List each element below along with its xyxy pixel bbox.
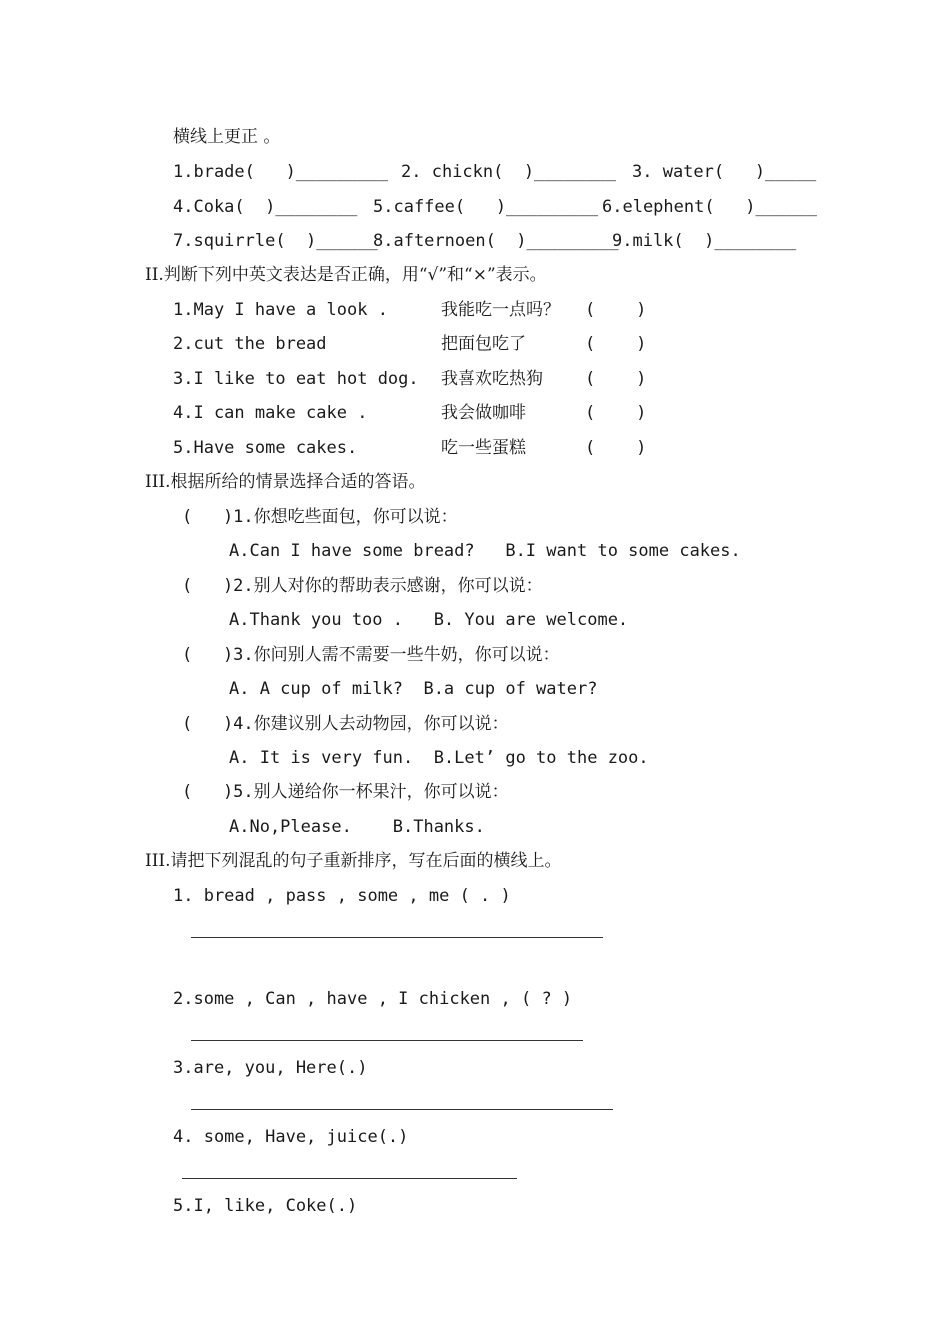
correction-item-7: 7.squirrle( )______	[173, 231, 378, 251]
judge-cn-1: 我能吃一点吗？	[441, 300, 560, 320]
correction-item-4: 4.Coka( )________	[173, 197, 358, 217]
choice-options-2: A.Thank you too . B. You are welcome.	[229, 610, 629, 630]
judge-mark-2[interactable]: ( )	[585, 334, 647, 354]
section-2-heading: II.判断下列中英文表达是否正确，用“√”和“×”表示。	[145, 265, 547, 285]
judge-cn-3: 我喜欢吃热狗	[441, 369, 543, 389]
choice-options-4: A. It is very fun. B.Let’ go to the zoo.	[229, 748, 649, 768]
judge-mark-3[interactable]: ( )	[585, 369, 647, 389]
reorder-item-5: 5.I, like, Coke(.)	[173, 1196, 358, 1216]
judge-mark-1[interactable]: ( )	[585, 300, 647, 320]
choice-options-3: A. A cup of milk? B.a cup of water?	[229, 679, 598, 699]
correction-item-5: 5.caffee( )_________	[373, 197, 599, 217]
judge-mark-4[interactable]: ( )	[585, 403, 647, 423]
choice-question-4: ( )4.你建议别人去动物园，你可以说：	[182, 714, 509, 734]
judge-cn-4: 我会做咖啡	[441, 403, 526, 423]
reorder-item-1: 1. bread , pass , some , me ( . )	[173, 886, 511, 906]
judge-en-5: 5.Have some cakes.	[173, 438, 358, 458]
choice-question-2: ( )2.别人对你的帮助表示感谢，你可以说：	[182, 576, 543, 596]
correction-item-2: 2. chickn( )________	[401, 162, 616, 182]
choice-question-3: ( )3.你问别人需不需要一些牛奶，你可以说：	[182, 645, 560, 665]
instruction-text: 横线上更正 。	[173, 127, 281, 147]
judge-mark-5[interactable]: ( )	[585, 438, 647, 458]
answer-line-2[interactable]	[191, 1040, 583, 1041]
choice-question-1: ( )1.你想吃些面包，你可以说：	[182, 507, 458, 527]
judge-en-1: 1.May I have a look .	[173, 300, 388, 320]
judge-en-3: 3.I like to eat hot dog.	[173, 369, 419, 389]
reorder-item-2: 2.some , Can , have , I chicken , ( ? )	[173, 989, 573, 1009]
reorder-item-4: 4. some, Have, juice(.)	[173, 1127, 409, 1147]
reorder-item-3: 3.are, you, Here(.)	[173, 1058, 368, 1078]
correction-item-9: 9.milk( )________	[612, 231, 797, 251]
choice-options-5: A.No,Please. B.Thanks.	[229, 817, 485, 837]
correction-item-3: 3. water( )_____	[632, 162, 817, 182]
judge-cn-5: 吃一些蛋糕	[441, 438, 526, 458]
correction-item-8: 8.afternoen( )_________	[373, 231, 619, 251]
choice-question-5: ( )5.别人递给你一杯果汁，你可以说：	[182, 782, 509, 802]
judge-en-4: 4.I can make cake .	[173, 403, 368, 423]
choice-options-1: A.Can I have some bread? B.I want to some cakes.	[229, 541, 741, 561]
correction-item-6: 6.elephent( )______	[602, 197, 817, 217]
answer-line-4[interactable]	[182, 1178, 517, 1179]
judge-en-2: 2.cut the bread	[173, 334, 327, 354]
section-4-heading: III.请把下列混乱的句子重新排序，写在后面的横线上。	[145, 851, 562, 871]
judge-cn-2: 把面包吃了	[441, 334, 526, 354]
section-3-heading: III.根据所给的情景选择合适的答语。	[145, 472, 426, 492]
correction-item-1: 1.brade( )_________	[173, 162, 388, 182]
answer-line-1[interactable]	[191, 937, 603, 938]
answer-line-3[interactable]	[191, 1109, 613, 1110]
